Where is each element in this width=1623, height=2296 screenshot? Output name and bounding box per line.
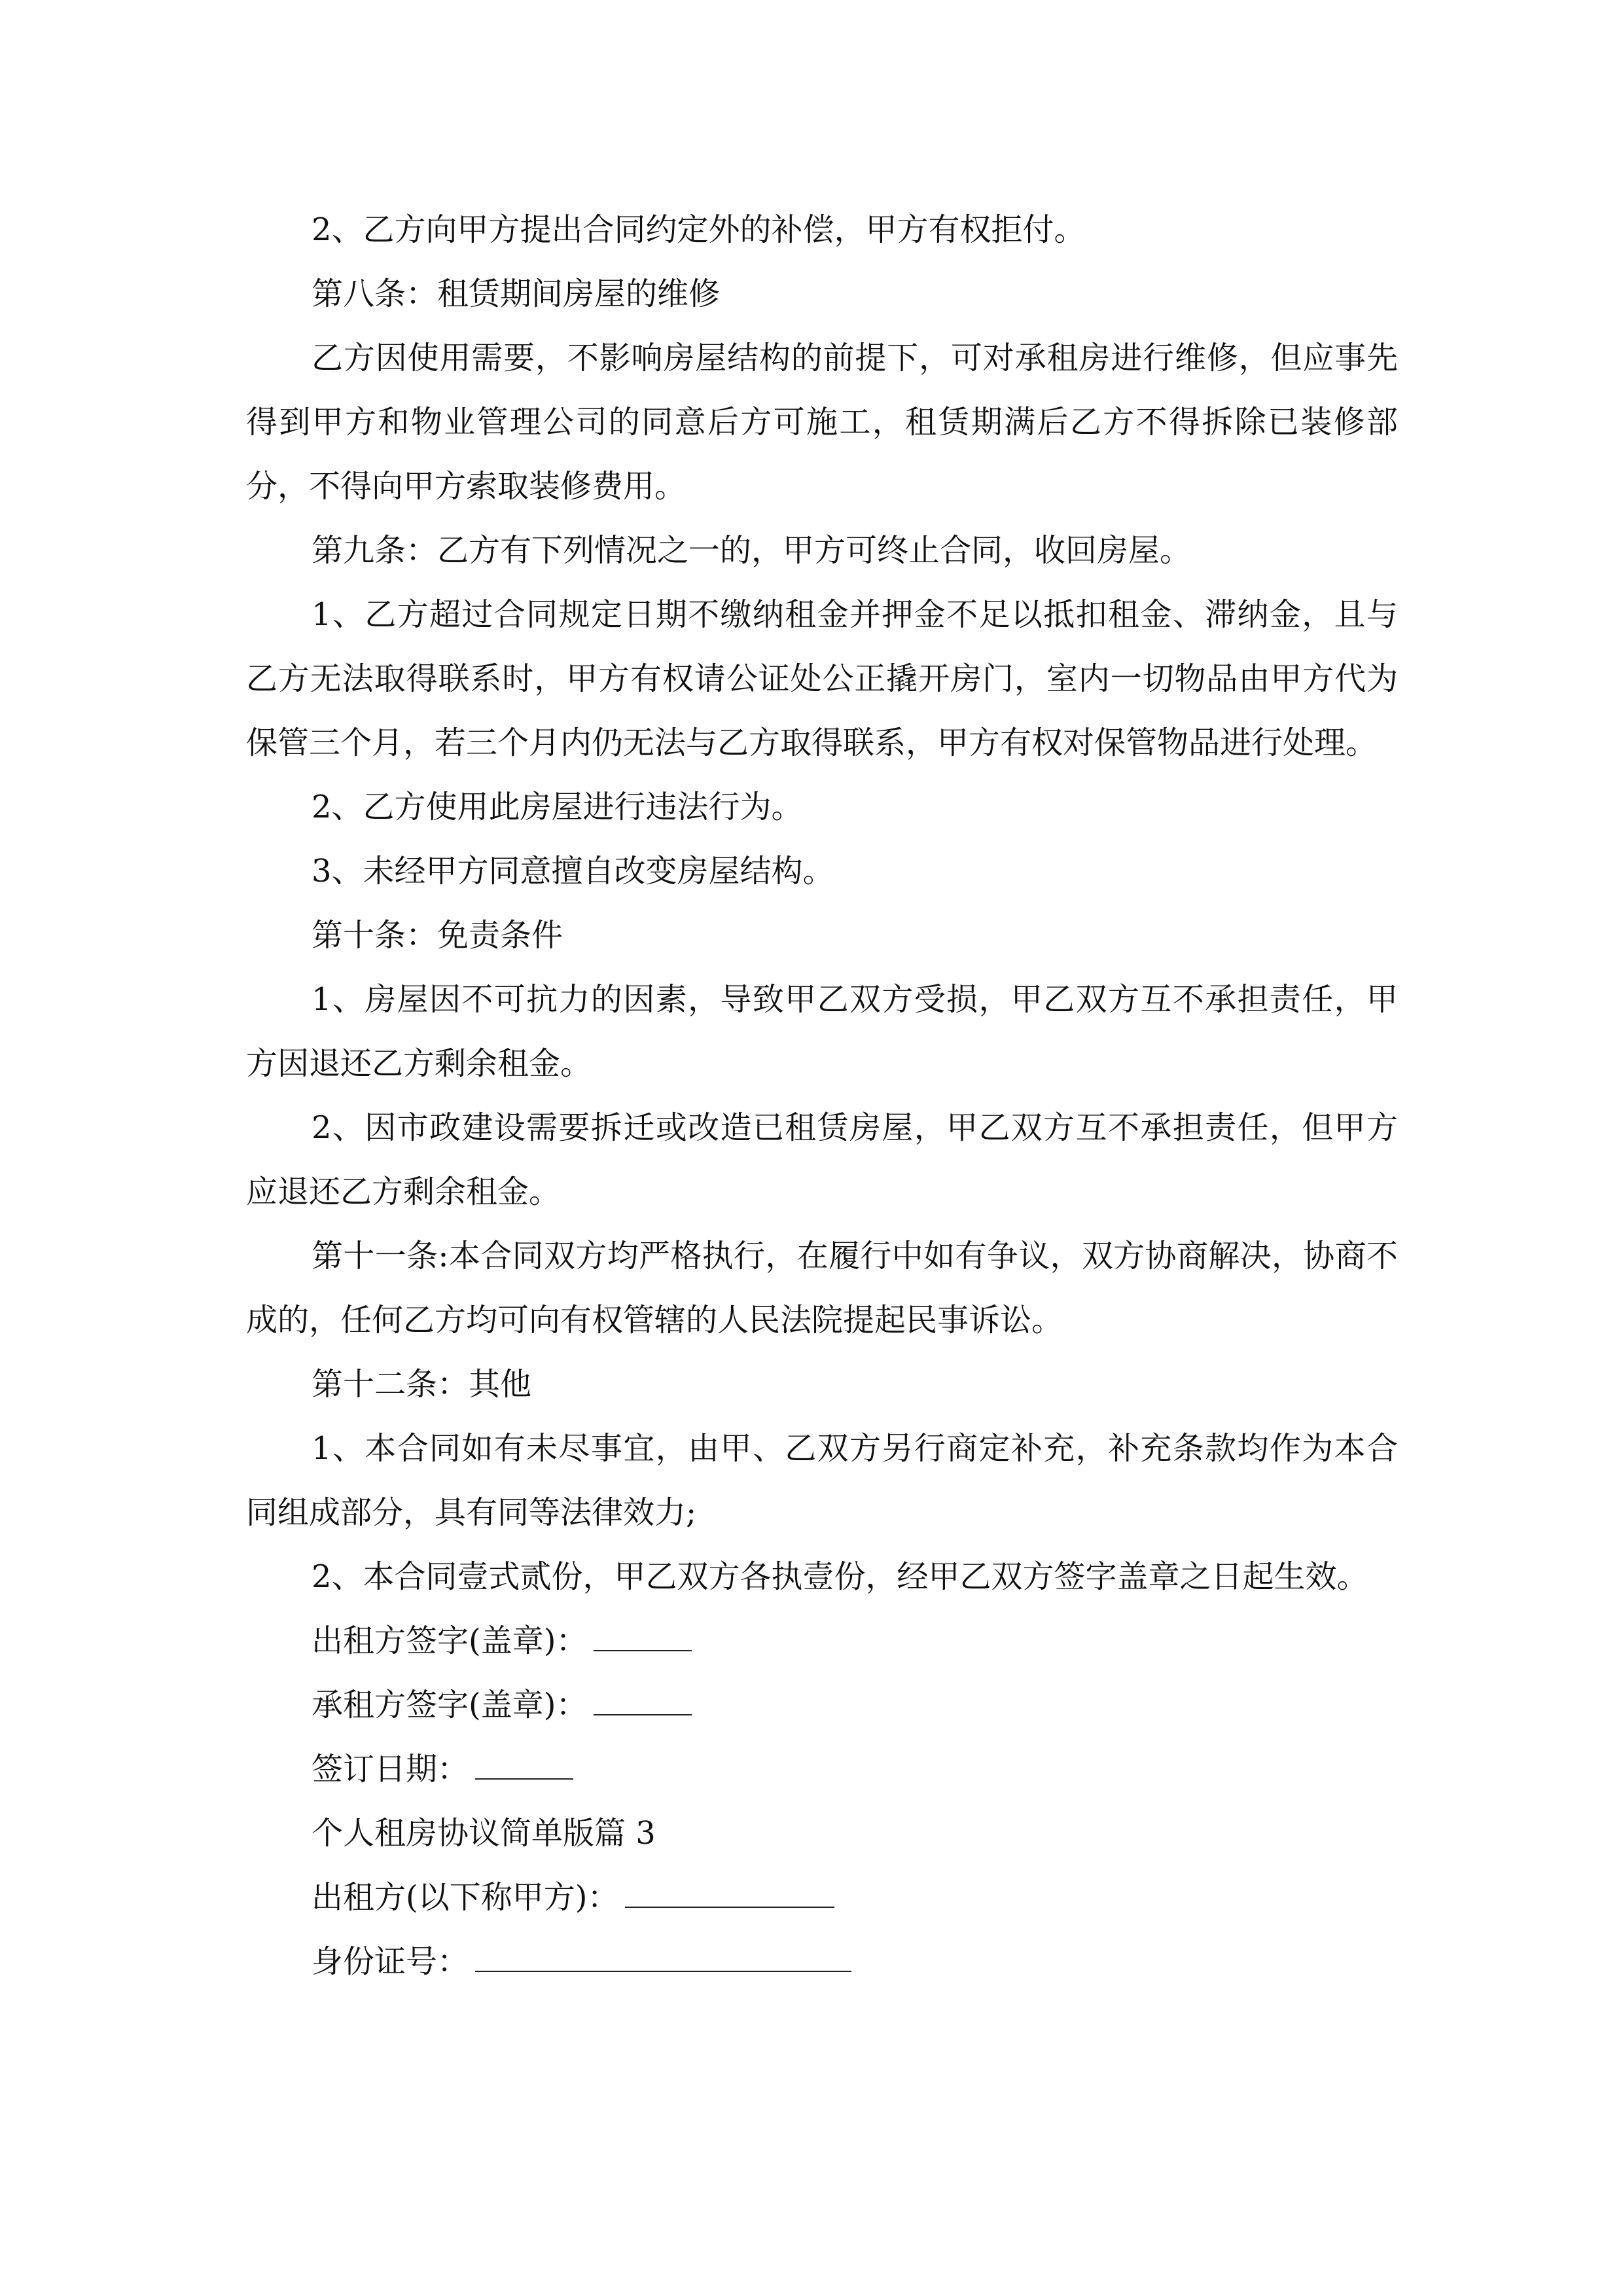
lessor-party-label: 出租方(以下称甲方)： <box>312 1879 619 1916</box>
paragraph-article-10-item-2: 2、因市政建设需要拆迁或改造已租赁房屋，甲乙双方互不承担责任，但甲方应退还乙方剩余租金。 <box>246 1109 1398 1210</box>
lessor-signature-row <box>246 1609 1398 1673</box>
heading-article-9: 第九条：乙方有下列情况之一的，甲方可终止合同，收回房屋。 <box>312 532 1192 569</box>
lessee-signature-blank[interactable] <box>594 1675 692 1715</box>
paragraph-article-8-body: 乙方因使用需要，不影响房屋结构的前提下，可对承租房进行维修，但应事先得到甲方和物业管理公司的同意后方可施工，租赁期满后乙方不得拆除已装修部分，不得向甲方索取装修费用。 <box>246 340 1398 505</box>
paragraph-article-10-item-1: 1、房屋因不可抗力的因素，导致甲乙双方受损，甲乙双方互不承担责任，甲方因退还乙方剩余租金。 <box>246 981 1398 1082</box>
id-number-row <box>246 1929 1398 1994</box>
heading-article-12: 第十二条：其他 <box>312 1366 532 1403</box>
lessor-party-row <box>246 1865 1398 1929</box>
id-number-blank[interactable] <box>475 1931 851 1972</box>
id-number-label: 身份证号： <box>312 1943 469 1980</box>
paragraph-article-9-item-3: 3、未经甲方同意擅自改变房屋结构。 <box>312 853 834 889</box>
paragraph-article-9-item-1: 1、乙方超过合同规定日期不缴纳租金并押金不足以抵扣租金、滞纳金，且与乙方无法取得联系时，甲方有权请公证处公正撬开房门，室内一切物品由甲方代为保管三个月，若三个月内仍无法与乙方取得联系，甲方有权对保管物品进行处理。 <box>246 596 1398 761</box>
sign-date-row <box>246 1737 1398 1801</box>
document-body <box>246 198 1398 1994</box>
lessor-signature-label: 出租方签字(盖章)： <box>312 1623 588 1659</box>
heading-article-10: 第十条：免责条件 <box>312 917 563 954</box>
paragraph-clause-7-item-2: 2、乙方向甲方提出合同约定外的补偿，甲方有权拒付。 <box>312 211 1086 248</box>
paragraph-article-12-item-2: 2、本合同壹式贰份，甲乙双方各执壹份，经甲乙双方签字盖章之日起生效。 <box>312 1558 1368 1595</box>
lessor-party-blank[interactable] <box>625 1867 834 1908</box>
paragraph-article-12-item-1: 1、本合同如有未尽事宜，由甲、乙双方另行商定补充，补充条款均作为本合同组成部分，具有同等法律效力; <box>246 1430 1398 1531</box>
section-title-row <box>246 1801 1398 1865</box>
paragraph-article-11: 第十一条:本合同双方均严格执行，在履行中如有争议，双方协商解决，协商不成的，任何乙方均可向有权管辖的人民法院提起民事诉讼。 <box>246 1238 1398 1338</box>
sign-date-blank[interactable] <box>475 1739 573 1780</box>
section-title: 个人租房协议简单版篇 3 <box>312 1815 656 1852</box>
lessee-signature-label: 承租方签字(盖章)： <box>312 1687 588 1723</box>
lessee-signature-row <box>246 1673 1398 1737</box>
heading-article-8: 第八条：租赁期间房屋的维修 <box>312 276 721 312</box>
paragraph-article-9-item-2: 2、乙方使用此房屋进行违法行为。 <box>312 789 803 825</box>
lessor-signature-blank[interactable] <box>594 1611 692 1651</box>
sign-date-label: 签订日期： <box>312 1751 469 1787</box>
